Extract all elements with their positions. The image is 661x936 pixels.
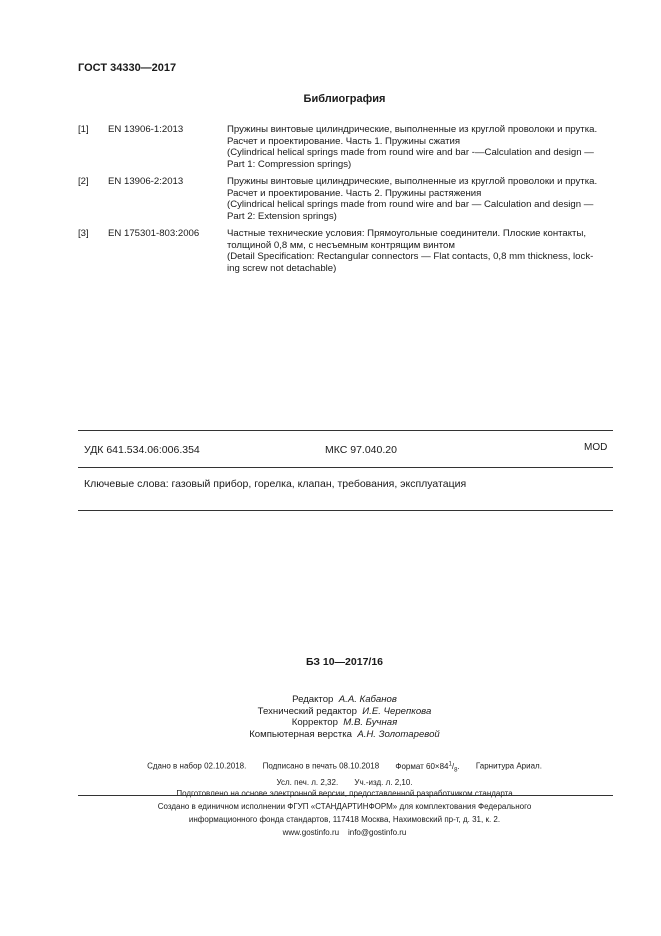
entry-line: ing screw not detachable) (227, 262, 337, 274)
staff-line (28, 694, 661, 706)
entry-code: EN 175301-803:2006 (108, 228, 200, 239)
staff-role: Компьютерная верстка (249, 728, 352, 740)
format-label: Формат 60×84 (395, 761, 449, 771)
entry-number: [3] (78, 228, 89, 239)
staff-role: Редактор (292, 694, 334, 705)
email-link[interactable]: info@gostinfo.ru (347, 828, 407, 837)
entry-line: Пружины винтовые цилиндрические, выполненные из круглой проволоки и прутка. (227, 124, 598, 135)
signed-date: Подписано в печать 08.10.2018 (262, 761, 380, 771)
staff-role: Технический редактор (257, 705, 357, 717)
entry-line: Расчет и проектирование. Часть 1. Пружины сжатия (227, 135, 461, 147)
entry-line: Part 1: Compression springs) (227, 158, 352, 170)
staff-role: Корректор (291, 717, 338, 729)
print-sheets: Усл. печ. л. 2,32. (276, 777, 339, 787)
divider-middle (78, 467, 613, 468)
entry-code: EN 13906-2:2013 (108, 176, 184, 187)
entry-line: (Cylindrical helical springs made from round wire and bar -—Calculation and design — (227, 147, 594, 159)
staff-name: А.А. Кабанов (338, 694, 397, 705)
typeface: Гарнитура Ариал. (475, 761, 542, 771)
entry-text (227, 228, 615, 274)
entry-text (227, 176, 615, 222)
keywords: Ключевые слова: газовый прибор, горелка, клапан, требования, эксплуатация (84, 478, 467, 490)
entry-text (227, 124, 615, 170)
entry-line: Расчет и проектирование. Часть 2. Пружины растяжения (227, 187, 482, 199)
entry-line: Part 2: Extension springs) (227, 210, 337, 222)
mod-label: MOD (584, 442, 608, 453)
imprint-line (28, 777, 661, 789)
staff-line (28, 706, 661, 718)
entry-line: Частные технические условия: Прямоугольные соединители. Плоские контакты, (227, 228, 587, 239)
entry-number: [1] (78, 124, 89, 135)
website-link[interactable]: www.gostinfo.ru (282, 828, 340, 837)
publisher-info (0, 800, 661, 839)
entry-code: EN 13906-1:2013 (108, 124, 184, 135)
divider-publisher (78, 795, 613, 796)
staff-line (28, 717, 661, 729)
entry-number: [2] (78, 176, 89, 187)
publisher-line: информационного фонда стандартов, 117418 Москва, Нахимовский пр-т, д. 31, к. 2. (188, 815, 501, 824)
imprint (0, 759, 661, 800)
mks-code: МКС 97.040.20 (325, 444, 397, 456)
entry-line: (Cylindrical helical springs made from round wire and bar — Calculation and design — (227, 199, 594, 211)
publisher-contacts (28, 826, 661, 839)
imprint-line: Подготовлено на основе электронной версии, предоставленной разработчиком стандарта (176, 789, 513, 799)
format-denominator: 8 (454, 767, 458, 774)
submitted-date: Сдано в набор 02.10.2018. (147, 761, 247, 771)
publisher-sheets: Уч.-изд. л. 2,10. (354, 777, 413, 787)
format-numerator: 1 (448, 761, 452, 767)
entry-line: толщиной 0,8 мм, с несъемным контрящим винтом (227, 239, 455, 251)
standard-code: ГОСТ 34330—2017 (78, 62, 177, 74)
imprint-line (28, 759, 661, 777)
bz-number: БЗ 10—2017/16 (305, 656, 384, 668)
bibliography-title: Библиография (303, 93, 386, 105)
divider-top (78, 430, 613, 431)
udk-code: УДК 641.534.06:006.354 (84, 444, 200, 456)
staff-line (28, 729, 661, 741)
paper-format: Формат $60\times 84^1/_8$. (395, 761, 460, 774)
staff-name: А.Н. Золотаревой (357, 728, 440, 740)
staff-name: И.Е. Черепкова (362, 705, 432, 717)
divider-bottom (78, 510, 613, 511)
staff-credits (0, 694, 661, 740)
entry-line: Пружины винтовые цилиндрические, выполненные из круглой проволоки и прутка. (227, 176, 598, 187)
entry-line: (Detail Specification: Rectangular connectors — Flat contacts, 0,8 mm thickness, lock- (227, 251, 594, 263)
staff-name: М.В. Бучная (343, 717, 398, 729)
publisher-line: Создано в единичном исполнении ФГУП «СТАНДАРТИНФОРМ» для комплектования Федерального (157, 802, 532, 811)
